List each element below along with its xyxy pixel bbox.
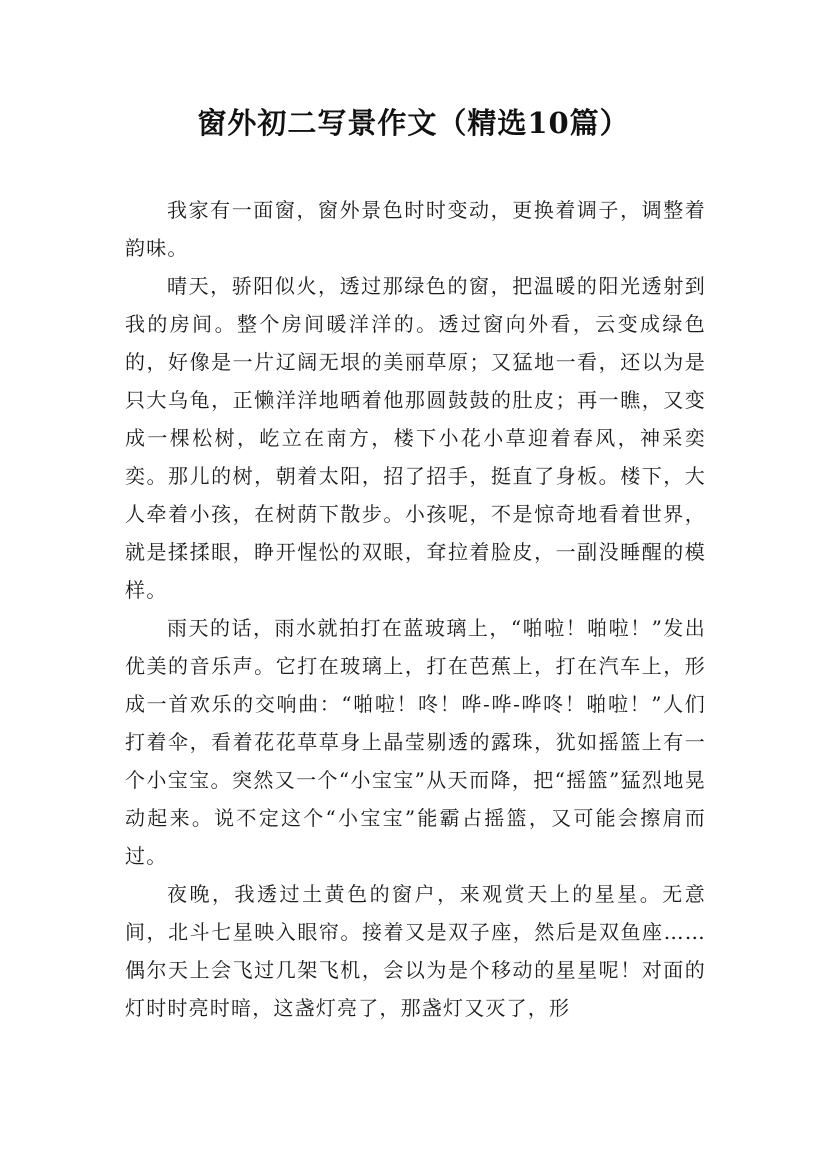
document-body — [125, 191, 706, 1027]
paragraph-night: 夜晚，我透过土黄色的窗户，来观赏天上的星星。无意间，北斗七星映入眼帘。接着又是双子座，然后是双鱼座……偶尔天上会飞过几架飞机，会以为是个移动的星星呢！对面的灯时时亮时暗，这盏灯亮了，那盏灯又灭了，形 — [125, 882, 706, 1020]
document-title: 窗外初二写景作文（精选10篇） — [197, 106, 630, 140]
paragraph-sunny-day: 晴天，骄阳似火，透过那绿色的窗，把温暖的阳光透射到我的房间。整个房间暖洋洋的。透过窗向外看，云变成绿色的，好像是一片辽阔无垠的美丽草原；又猛地一看，还以为是只大乌龟，正懒洋洋地晒着他那圆鼓鼓的肚皮；再一瞧，又变成一棵松树，屹立在南方，楼下小花小草迎着春风，神采奕奕。那儿的树，朝着太阳，招了招手，挺直了身板。楼下，大人牵着小孩，在树荫下散步。小孩呢，不是惊奇地看着世界，就是揉揉眼，睁开惺忪的双眼，耷拉着脸皮，一副没睡醒的模样。 — [125, 274, 706, 602]
paragraph-rainy-day: 雨天的话，雨水就拍打在蓝玻璃上，“啪啦！啪啦！”发出优美的音乐声。它打在玻璃上，打在芭蕉上，打在汽车上，形成一首欢乐的交响曲：“啪啦！咚！哗-哗-哗咚！啪啦！”人们打着伞，看着花花草草身上晶莹剔透的露珠，犹如摇篮上有一个小宝宝。突然又一个“小宝宝”从天而降，把“摇篮”猛烈地晃动起来。说不定这个“小宝宝”能霸占摇篮，又可能会擦肩而过。 — [125, 616, 706, 868]
paragraph-intro: 我家有一面窗，窗外景色时时变动，更换着调子，调整着韵味。 — [125, 198, 706, 260]
